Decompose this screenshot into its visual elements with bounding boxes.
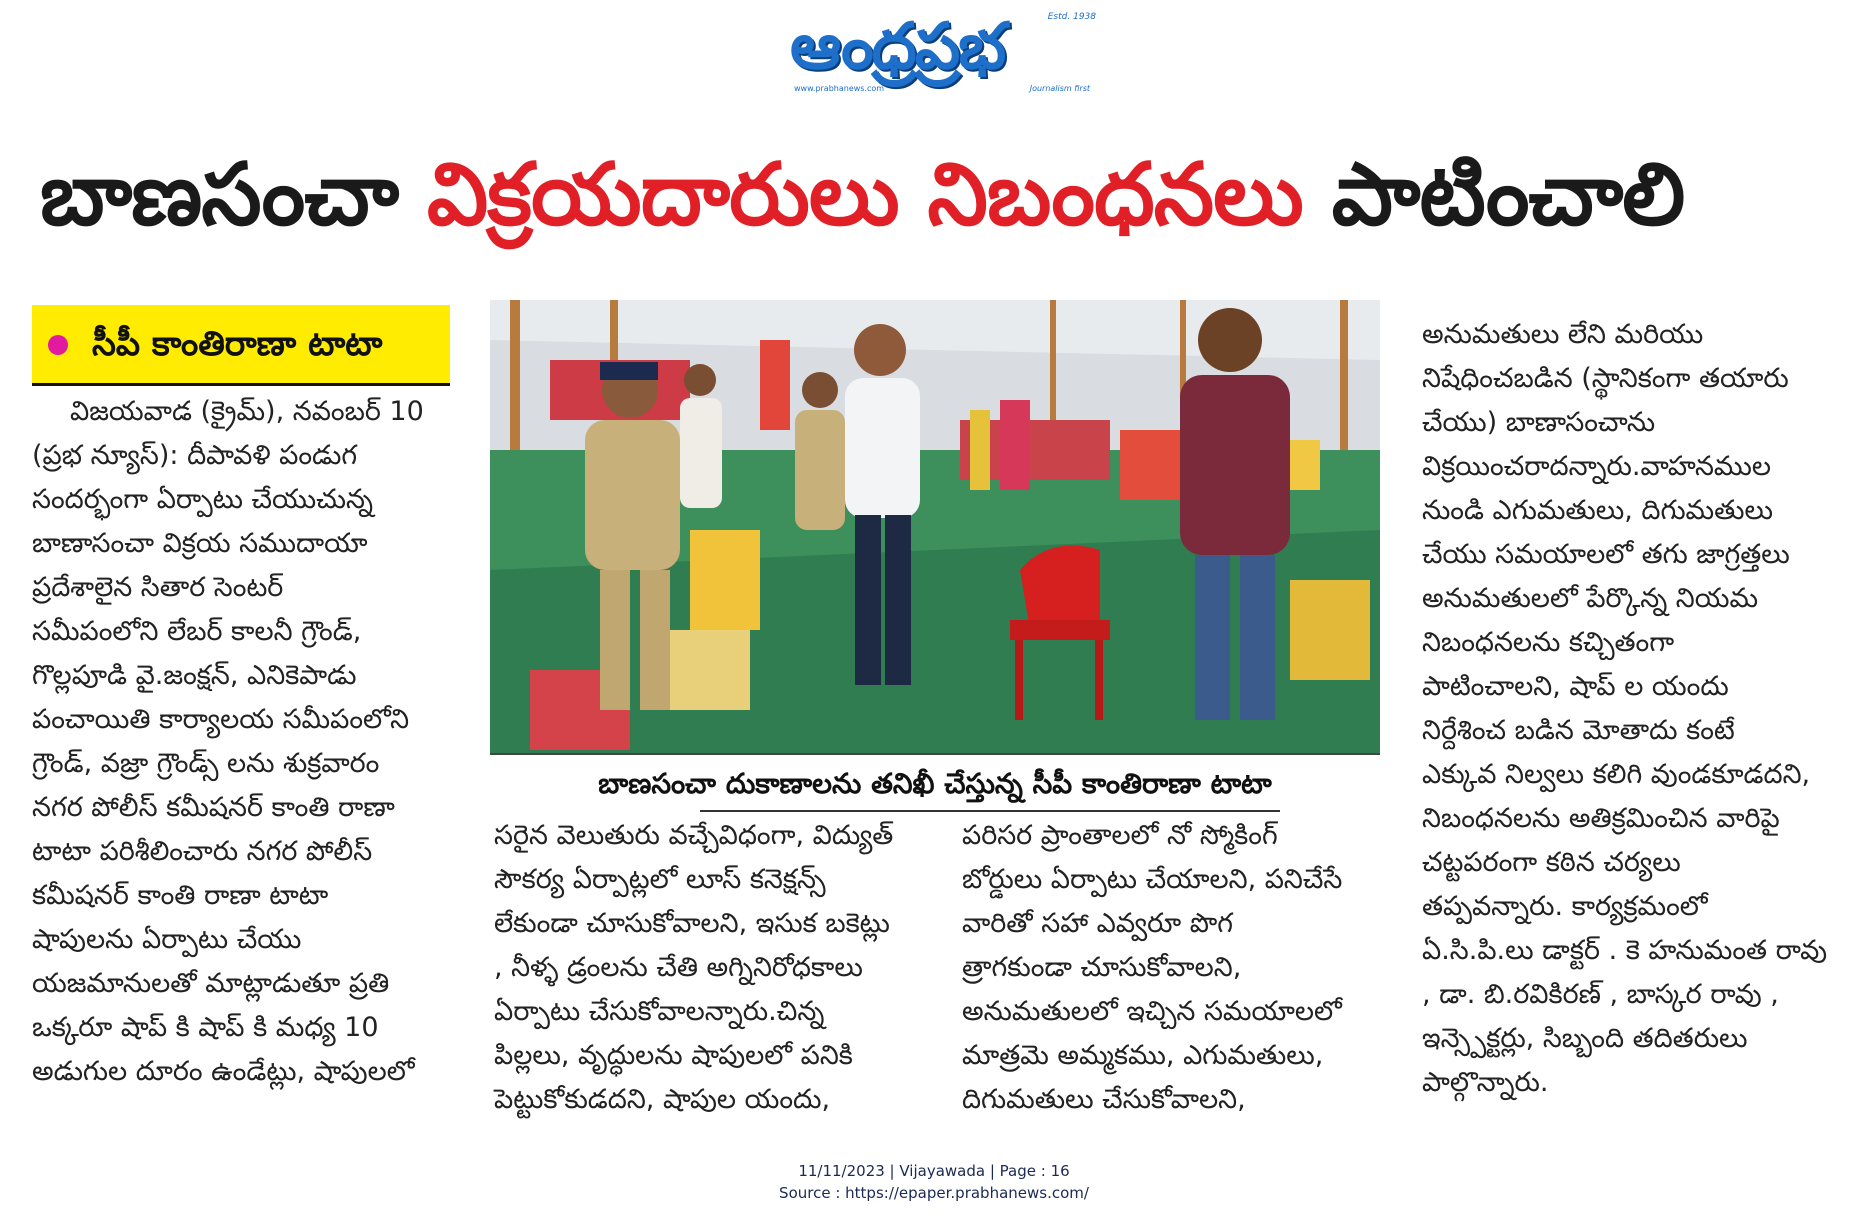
article-text-line: (ప్రభ న్యూస్): దీపావళి పండుగ (32, 440, 358, 471)
article-text-line: చేయు సమయాలలో తగు జాగ్రత్తలు (1422, 539, 1790, 570)
photo-caption: బాణసంచా దుకాణాలను తనిఖీ చేస్తున్న సీపీ కాంతిరాణా టాటా (598, 767, 1272, 800)
article-text-line: విక్రయించరాదన్నారు.వాహనముల (1422, 451, 1771, 482)
masthead-tagline: Journalism first (1029, 84, 1090, 93)
article-text-line: త్రాగకుండా చూసుకోవాలని, (962, 952, 1242, 983)
headline-part-2: విక్రయదారులు నిబంధనలు (427, 145, 1303, 245)
article-text-line: యజమానులతో మాట్లాడుతూ ప్రతి (32, 968, 390, 999)
byline-divider (32, 383, 450, 386)
newspaper-masthead (790, 10, 1096, 102)
masthead-estd: Estd. 1938 (1047, 12, 1096, 22)
article-text-line: షాపులను ఏర్పాటు చేయు (32, 924, 302, 955)
article-text-line: అనుమతులు లేని మరియు (1422, 319, 1704, 350)
article-text-line: మాత్రమె అమ్మకము, ఎగుమతులు, (962, 1040, 1324, 1071)
masthead-url: www.prabhanews.com (794, 84, 885, 93)
article-text-line: టాటా పరిశీలించారు నగర పోలీస్ (32, 836, 373, 867)
article-headline (40, 140, 1840, 250)
headline-part-1: బాణసంచా (40, 145, 399, 245)
article-text-line: విజయవాడ (క్రైమ్), నవంబర్ 10 (70, 396, 424, 427)
article-text-line: గ్రౌండ్, వజ్రా గ్రౌండ్స్ లను శుక్రవారం (32, 748, 380, 779)
article-text-line: సమీపంలోని లేబర్ కాలనీ గ్రౌండ్, (32, 616, 362, 647)
article-text-line: పాటించాలని, షాప్ ల యందు (1422, 671, 1729, 702)
article-text-line: పిల్లలు, వృద్ధులను షాపులలో పనికి (494, 1040, 853, 1071)
article-text-line: పెట్టుకోకుడదని, షాపుల యందు, (494, 1084, 831, 1115)
newspaper-logo: ఆంధ్రప్రభ (790, 10, 1005, 84)
article-text-line: కమీషనర్ కాంతి రాణా టాటా (32, 880, 329, 911)
article-text-line: ఏర్పాటు చేసుకోవాలన్నారు.చిన్న (494, 996, 825, 1027)
article-text-line: ఎక్కువ నిల్వలు కలిగి వుండకూడదని, (1422, 759, 1811, 790)
article-text-line: సరైన వెలుతురు వచ్చేవిధంగా, విద్యుత్ (494, 820, 894, 851)
article-text-line: పంచాయితి కార్యాలయ సమీపంలోని (32, 704, 410, 735)
article-text-line: అనుమతులలో ఇచ్చిన సమయాలలో (962, 996, 1342, 1027)
article-column-3 (962, 814, 1382, 1122)
article-text-line: వారితో సహా ఎవ్వరూ పొగ (962, 908, 1233, 939)
article-text-line: నగర పోలీస్ కమీషనర్ కాంతి రాణా (32, 792, 395, 823)
article-text-line: నిబంధనలను అతిక్రమించిన వారిపై (1422, 803, 1780, 834)
photo-divider (490, 753, 1380, 755)
article-text-line: నిబంధనలను కచ్చితంగా (1422, 627, 1675, 658)
article-text-line: ఏ.సి.పి.లు డాక్టర్ . కె హనుమంత రావు (1422, 935, 1828, 966)
article-text-line: ఒక్కరూ షాప్ కి షాప్ కి మధ్య 10 (32, 1012, 379, 1043)
article-text-line: , డా. బి.రవికిరణ్ , బాస్కర రావు , (1422, 979, 1779, 1010)
article-text-line: ఇన్స్పెక్టర్లు, సిబ్బంది తదితరులు (1422, 1023, 1748, 1054)
article-text-line: తప్పవన్నారు. కార్యక్రమంలో (1422, 891, 1708, 922)
footer-source: Source : https://epaper.prabhanews.com/ (779, 1184, 1089, 1202)
news-photo (490, 300, 1380, 753)
article-text-line: దిగుమతులు చేసుకోవాలని, (962, 1084, 1246, 1115)
bullet-dot-icon (48, 335, 68, 355)
article-text-line: నిషేధించబడిన (స్థానికంగా తయారు (1422, 363, 1789, 394)
article-text-line: సందర్భంగా ఏర్పాటు చేయుచున్న (32, 484, 373, 515)
article-column-4 (1422, 313, 1852, 1105)
article-text-line: గొల్లపూడి వై.జంక్షన్, ఎనికెపాడు (32, 660, 357, 691)
caption-underline (700, 810, 1280, 812)
page-footer (0, 1160, 1868, 1204)
footer-date-edition: 11/11/2023 | Vijayawada | Page : 16 (798, 1162, 1070, 1180)
headline-part-3: పాటించాలి (1331, 145, 1685, 245)
article-text-line: లేకుండా చూసుకోవాలని, ఇసుక బకెట్లు (494, 908, 890, 939)
article-text-line: అనుమతులలో పేర్కొన్న నియమ (1422, 583, 1759, 614)
article-column-2 (494, 814, 954, 1122)
photo-illustration (490, 300, 1380, 753)
article-text-line: , నీళ్ళ డ్రంలను చేతి అగ్నినిరోధకాలు (494, 952, 863, 983)
article-text-line: పరిసర ప్రాంతాలలో నో స్మోకింగ్ (962, 820, 1278, 851)
byline-text: సీపీ కాంతిరాణా టాటా (92, 324, 383, 364)
article-text-line: సౌకర్య ఏర్పాట్లలో లూస్ కనెక్షన్స్ (494, 864, 826, 895)
article-text-line: బోర్డులు ఏర్పాటు చేయాలని, పనిచేసే (962, 864, 1343, 895)
article-text-line: బాణాసంచా విక్రయ సముదాయా (32, 528, 368, 559)
article-text-line: అడుగుల దూరం ఉండేట్లు, షాపులలో (32, 1056, 415, 1087)
article-text-line: నుండి ఎగుమతులు, దిగుమతులు (1422, 495, 1773, 526)
article-text-line: నిర్దేశించ బడిన మోతాదు కంటే (1422, 715, 1735, 746)
article-text-line: చేయు) బాణాసంచాను (1422, 407, 1656, 438)
byline-box (32, 305, 450, 383)
article-text-line: పాల్గొన్నారు. (1422, 1067, 1549, 1098)
article-text-line: ప్రదేశాలైన సితార సెంటర్ (32, 572, 284, 603)
article-text-line: చట్టపరంగా కఠిన చర్యలు (1422, 847, 1681, 878)
article-column-1 (32, 390, 452, 1094)
